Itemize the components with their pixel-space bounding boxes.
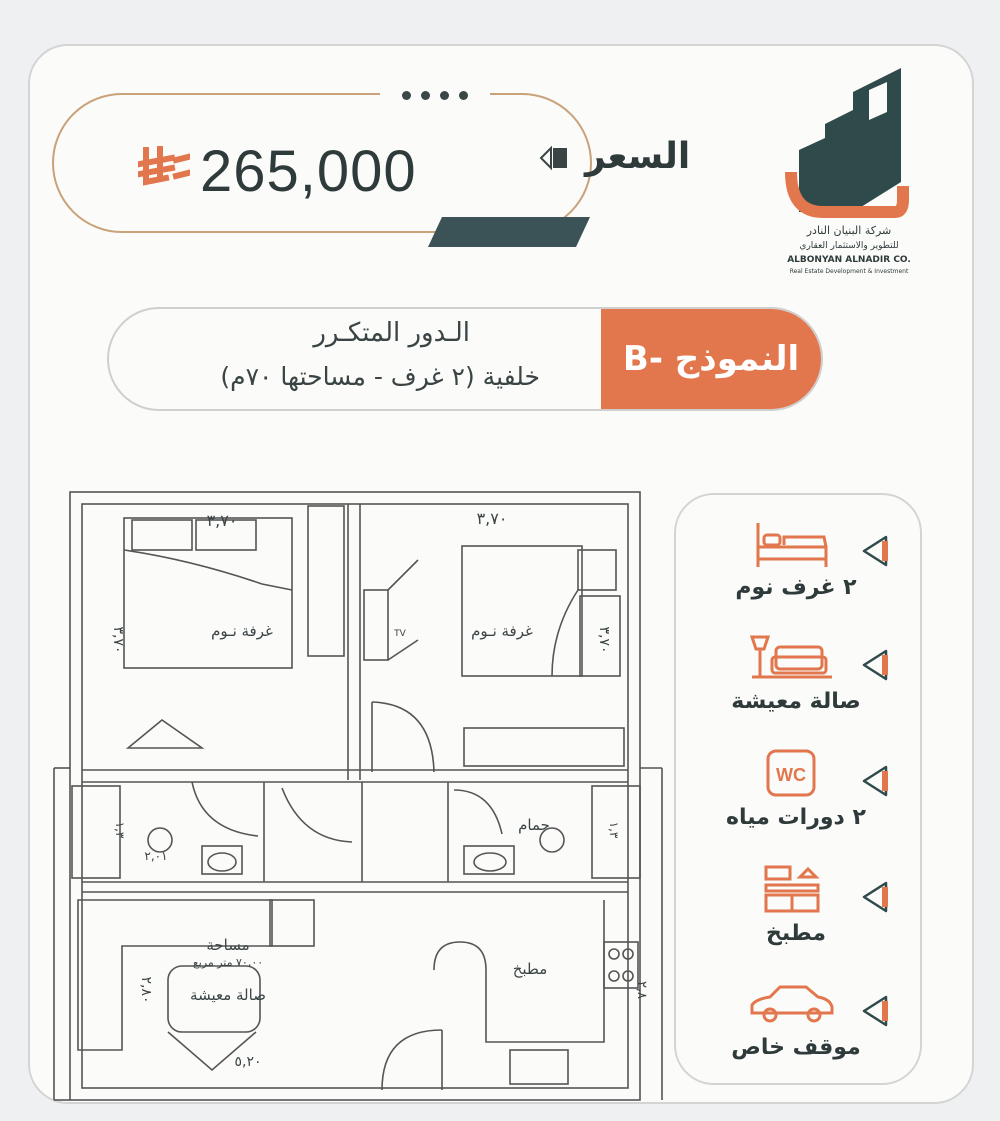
accent-band xyxy=(428,217,590,247)
plan-bathroom: حمام xyxy=(518,816,550,834)
dots-decoration xyxy=(380,88,490,102)
model-tag: النموذج -B xyxy=(601,309,821,409)
plan-dim-living-h: ٥,٢٠ xyxy=(234,1054,262,1070)
riyal-symbol-icon xyxy=(138,146,190,192)
plan-kitchen: مطبخ xyxy=(512,960,548,978)
plan-dim-bath-right-v: ١,٣ xyxy=(607,821,621,839)
speaker-icon xyxy=(537,143,573,173)
plan-dim-bath-left-v: ١,٣ xyxy=(113,821,127,839)
price-label: السعر xyxy=(585,136,691,177)
feature-label: موقف خاص xyxy=(731,1035,861,1060)
company-tagline-ar: للتطوير والاستثمار العقاري xyxy=(799,241,899,251)
arrow-left-icon xyxy=(858,763,894,799)
plan-tv-label: TV xyxy=(394,629,406,639)
arrow-left-icon xyxy=(858,879,894,915)
feature-parking xyxy=(676,965,920,1075)
feature-label: ٢ غرف نوم xyxy=(735,575,857,600)
plan-living: صالة معيشة xyxy=(190,986,266,1004)
company-logo xyxy=(783,62,913,282)
arrow-left-icon xyxy=(858,647,894,683)
company-name-ar: شركة البنيان النادر xyxy=(806,224,892,237)
plan-dim-bath-left: ٢,٠١ xyxy=(144,849,168,863)
car-icon xyxy=(746,979,836,1031)
feature-bathrooms xyxy=(676,735,920,845)
company-name-en: ALBONYAN ALNADIR CO. xyxy=(787,255,911,265)
plan-bedroom-right: غرفة نـوم xyxy=(471,622,533,640)
floor-description: خلفية (٢ غرف - مساحتها ٧٠م) xyxy=(220,362,540,391)
wc-icon xyxy=(746,749,836,801)
feature-label: مطبخ xyxy=(766,921,826,946)
sofa-lamp-icon xyxy=(746,633,836,685)
plan-dim-top-left: ٣,٧٠ xyxy=(206,511,238,530)
feature-label: ٢ دورات مياه xyxy=(726,805,866,830)
plan-bedroom-left: غرفة نـوم xyxy=(211,622,273,640)
plan-dim-kitchen-v: ٢,٨ xyxy=(634,980,649,1000)
features-panel xyxy=(674,493,922,1085)
floor-plan xyxy=(52,490,664,1102)
company-tagline-en: Real Estate Development & Investment xyxy=(789,268,909,275)
plan-dim-right: ٣,٧٠ xyxy=(596,626,612,654)
feature-living xyxy=(676,619,920,729)
bed-icon xyxy=(746,519,836,571)
price-amount: 265,000 xyxy=(200,139,417,204)
floor-title: الـدور المتكـرر xyxy=(313,318,470,348)
plan-dim-left: ٣,٧٠ xyxy=(110,626,126,654)
plan-dim-living-v: ٢,٨٠ xyxy=(138,976,154,1004)
feature-bedrooms xyxy=(676,505,920,615)
arrow-left-icon xyxy=(858,993,894,1029)
plan-area-value: ٧٠,٠٠ متر مربع xyxy=(192,956,264,969)
plan-area-title: مساحة xyxy=(206,936,250,954)
svg-text:WC: WC xyxy=(776,765,806,785)
kitchen-icon xyxy=(746,865,836,917)
feature-label: صالة معيشة xyxy=(731,689,861,714)
arrow-left-icon xyxy=(858,533,894,569)
top-background xyxy=(0,0,1000,44)
feature-kitchen xyxy=(676,851,920,961)
plan-dim-top-right: ٣,٧٠ xyxy=(476,509,508,528)
